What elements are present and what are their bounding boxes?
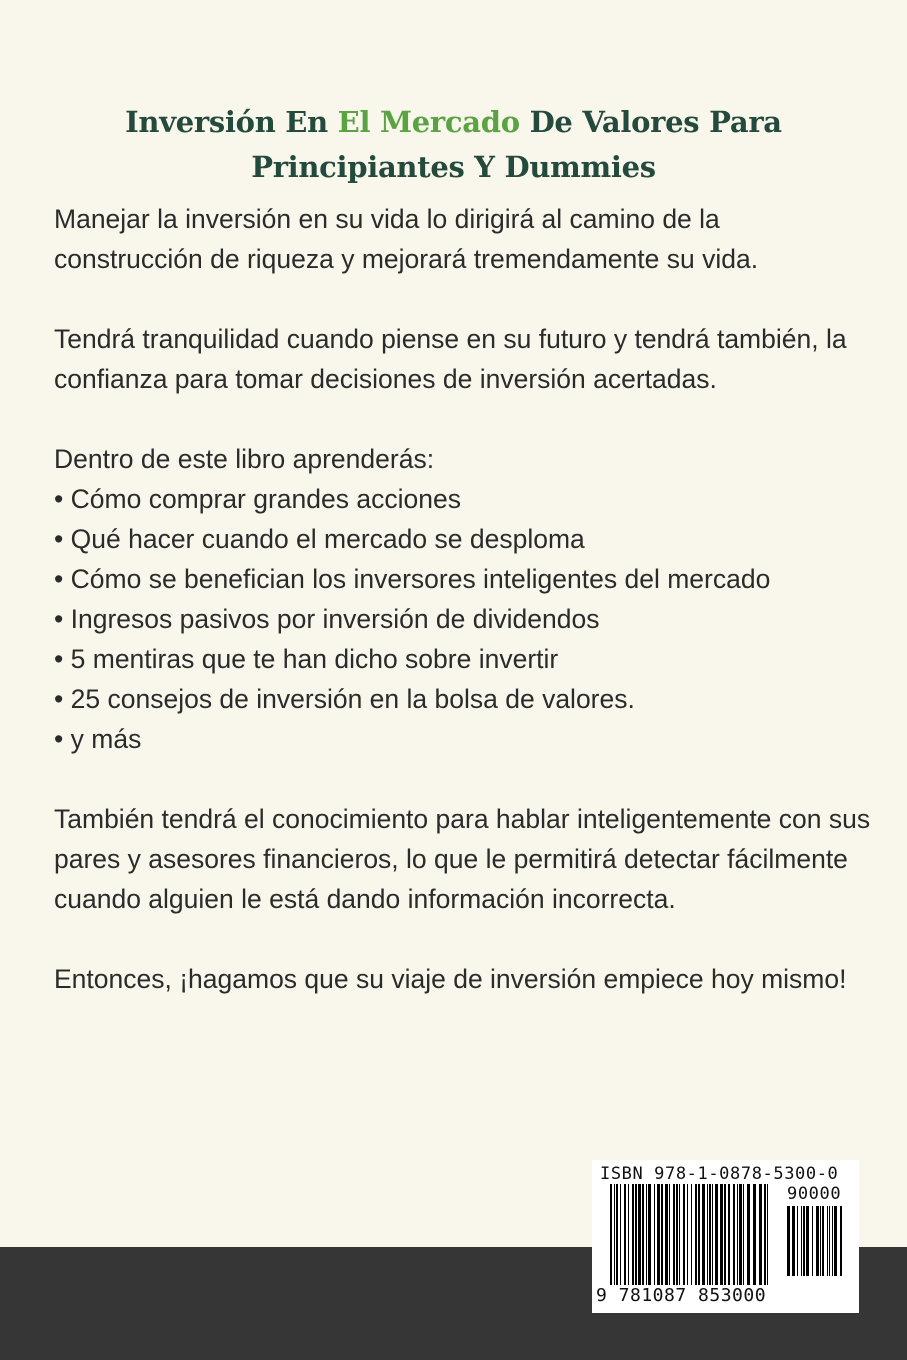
list-item: • Qué hacer cuando el mercado se desploma <box>54 519 874 559</box>
barcode-bars <box>610 1184 772 1296</box>
addon-barcode-bars <box>787 1206 845 1276</box>
paragraph-knowledge: También tendrá el conocimiento para hablar inteligentemente con sus pares y asesores financieros, lo que le permitirá detectar fácilmente cuando alguien le está dando información incorrecta. <box>54 804 871 914</box>
book-title <box>0 100 907 190</box>
price-code: 90000 <box>787 1184 842 1204</box>
list-item: • y más <box>54 719 874 759</box>
title-highlight: El Mercado <box>337 105 520 139</box>
title-line-1 <box>0 100 907 145</box>
title-line-2: Principiantes Y Dummies <box>251 150 656 184</box>
paragraph-closing: Entonces, ¡hagamos que su viaje de inversión empiece hoy mismo! <box>54 964 847 994</box>
title-part-a: Inversión En <box>125 105 338 139</box>
list-item: • Cómo comprar grandes acciones <box>54 479 874 519</box>
description <box>54 199 874 999</box>
list-item: • 25 consejos de inversión en la bolsa de valores. <box>54 679 874 719</box>
list-item: • Cómo se benefician los inversores inteligentes del mercado <box>54 559 874 599</box>
isbn-barcode <box>592 1160 859 1313</box>
isbn-number: ISBN 978-1-0878-5300-0 <box>600 1164 839 1184</box>
paragraph-intro: Manejar la inversión en su vida lo dirigirá al camino de la construcción de riqueza y mejorará tremendamente su vida. <box>54 204 759 274</box>
list-item: • 5 mentiras que te han dicho sobre invertir <box>54 639 874 679</box>
title-part-b: De Valores Para <box>519 105 782 139</box>
paragraph-learn-intro: Dentro de este libro aprenderás: <box>54 444 435 474</box>
paragraph-peace-of-mind: Tendrá tranquilidad cuando piense en su futuro y tendrá también, la confianza para tomar decisiones de inversión acertadas. <box>54 324 847 394</box>
bullet-list <box>54 479 874 759</box>
list-item: • Ingresos pasivos por inversión de dividendos <box>54 599 874 639</box>
ean-digits: 9 781087 853000 <box>596 1285 770 1306</box>
